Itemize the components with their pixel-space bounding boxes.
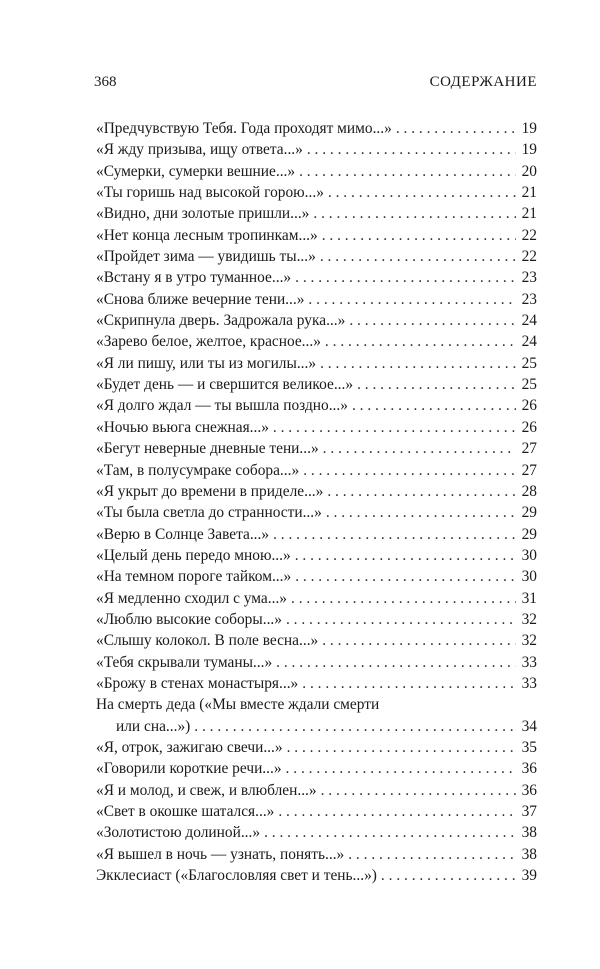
toc-entry — [96, 481, 537, 502]
toc-entry-title: «Предчувствую Тебя. Года проходят мимо...» — [96, 120, 392, 137]
toc-entry — [96, 801, 537, 822]
toc-entry — [96, 652, 537, 673]
dot-leader — [323, 438, 516, 459]
toc-entry-page: 22 — [521, 248, 537, 266]
running-title: СОДЕРЖАНИЕ — [429, 74, 537, 90]
dot-leader — [325, 331, 516, 352]
toc-entry-title: «Я, отрок, зажигаю свечи...» — [96, 738, 283, 756]
toc-entry-page: 27 — [521, 461, 537, 479]
toc-entry — [96, 524, 537, 545]
toc-entry — [96, 310, 537, 331]
toc-entry-title: «Люблю высокие соборы...» — [96, 610, 282, 628]
toc-entry — [96, 267, 537, 288]
toc-entry-page: 28 — [521, 482, 537, 500]
toc-entry-title: «Я и молод, и свеж, и влюблен...» — [96, 781, 317, 799]
toc-entry — [96, 780, 537, 801]
dot-leader — [320, 353, 516, 374]
dot-leader — [308, 289, 516, 310]
toc-entry — [96, 737, 537, 758]
toc-entry-page: 30 — [521, 568, 537, 586]
toc-entry-page: 29 — [521, 504, 537, 522]
toc-entry-title: «Говорили короткие речи...» — [96, 760, 282, 778]
toc-entry-title: «Ночью вьюга снежная...» — [96, 418, 269, 436]
toc-entry — [96, 203, 537, 224]
toc-entry-title: «Видно, дни золотые пришли...» — [96, 205, 310, 223]
toc-entry — [96, 694, 537, 737]
dot-leader — [302, 673, 516, 694]
toc-entry-title: «Встану я в утро туманное...» — [96, 269, 292, 287]
toc-entry — [96, 545, 537, 566]
toc-entry-page: 22 — [521, 226, 537, 244]
toc-entry — [96, 502, 537, 523]
toc-entry-page: 23 — [521, 269, 537, 287]
toc-entry-title: «Я жду призыва, ищу ответа...» — [96, 141, 303, 159]
toc-entry — [96, 353, 537, 374]
dot-leader — [328, 182, 516, 203]
toc-entry-title: «Целый день передо мною...» — [96, 546, 291, 564]
toc-entry-page: 33 — [521, 653, 537, 671]
toc-entry-page: 29 — [521, 525, 537, 543]
toc-entry — [96, 844, 537, 865]
dot-leader — [295, 545, 516, 566]
toc-entry — [96, 118, 537, 139]
toc-entry-title: «Снова ближе вечерние тени...» — [96, 290, 305, 308]
toc-entry-title: «Сумерки, сумерки вешние...» — [96, 162, 296, 180]
dot-leader — [295, 267, 516, 288]
toc-entry-title: «Брожу в стенах монастыря...» — [96, 674, 299, 692]
dot-leader — [327, 481, 516, 502]
dot-leader — [276, 652, 516, 673]
dot-leader — [322, 225, 516, 246]
toc-entry — [96, 289, 537, 310]
toc-entry — [96, 225, 537, 246]
dot-leader — [295, 566, 516, 587]
toc-entry-title: «Слышу колокол. В поле весна...» — [96, 632, 319, 650]
table-of-contents — [96, 118, 537, 886]
toc-entry-page: 38 — [521, 845, 537, 863]
dot-leader — [264, 822, 516, 843]
toc-entry-title: «Зарево белое, желтое, красное...» — [96, 333, 321, 351]
toc-entry-page: 30 — [521, 546, 537, 564]
toc-entry-page: 27 — [521, 440, 537, 458]
dot-leader — [286, 758, 516, 779]
dot-leader — [303, 460, 516, 481]
toc-entry-page: 24 — [521, 333, 537, 351]
toc-entry-page: 32 — [521, 610, 537, 628]
toc-entry-page: 24 — [521, 312, 537, 330]
toc-entry-page: 25 — [521, 376, 537, 394]
toc-entry-page: 21 — [521, 184, 537, 202]
dot-leader — [320, 246, 516, 267]
toc-entry — [96, 374, 537, 395]
toc-entry — [96, 161, 537, 182]
dot-leader — [286, 609, 516, 630]
dot-leader — [322, 630, 516, 651]
dot-leader — [313, 203, 516, 224]
dot-leader — [307, 139, 516, 160]
toc-entry — [96, 417, 537, 438]
toc-entry-page: 19 — [521, 141, 537, 159]
dot-leader — [357, 374, 516, 395]
toc-entry — [96, 438, 537, 459]
dot-leader — [299, 161, 516, 182]
toc-entry-title: «Ты была светла до странности...» — [96, 504, 322, 522]
toc-entry-title: «Свет в окошке шатался...» — [96, 803, 275, 820]
toc-entry — [96, 588, 537, 609]
toc-entry — [96, 609, 537, 630]
toc-entry — [96, 822, 537, 843]
toc-entry-title: «Я долго ждал — ты вышла поздно...» — [96, 397, 348, 415]
dot-leader — [273, 417, 516, 438]
dot-leader — [278, 801, 516, 822]
toc-entry-page: 23 — [521, 290, 537, 308]
toc-entry-title: «Я медленно сходил с ума...» — [96, 589, 287, 607]
toc-entry-title: «Золотистою долиной...» — [96, 824, 261, 842]
toc-entry — [96, 395, 537, 416]
toc-entry-title: Экклесиаст («Благословляя свет и тень...») — [96, 867, 377, 885]
toc-entry-title: «Я ли пишу, или ты из могилы...» — [96, 354, 317, 372]
page-number: 368 — [94, 74, 117, 90]
toc-entry-title-continuation: или сна...») — [116, 717, 191, 735]
toc-entry-page: 39 — [521, 867, 537, 885]
dot-leader — [273, 524, 516, 545]
toc-entry-page: 26 — [521, 397, 537, 415]
toc-entry-page: 34 — [521, 717, 537, 735]
toc-entry-page: 21 — [521, 205, 537, 223]
toc-entry-title: «Бегут неверные дневные тени...» — [96, 440, 319, 458]
toc-entry-title: «Будет день — и свершится великое...» — [96, 376, 354, 394]
toc-entry-title: «На темном пороге тайком...» — [96, 568, 292, 586]
toc-entry-title: «Там, в полусумраке собора...» — [96, 461, 300, 479]
toc-entry — [96, 758, 537, 779]
dot-leader — [349, 310, 516, 331]
dot-leader — [352, 395, 516, 416]
toc-entry — [96, 566, 537, 587]
toc-entry-title: «Я вышел в ночь — узнать, понять...» — [96, 845, 345, 863]
toc-entry-title: «Тебя скрывали туманы...» — [96, 653, 273, 671]
toc-entry-page: 20 — [521, 162, 537, 180]
toc-entry — [96, 246, 537, 267]
toc-entry-page: 38 — [521, 824, 537, 842]
toc-entry-page: 32 — [521, 632, 537, 650]
dot-leader — [194, 716, 516, 737]
toc-entry — [96, 182, 537, 203]
toc-entry — [96, 331, 537, 352]
dot-leader — [396, 118, 516, 139]
dot-leader — [348, 844, 516, 865]
dot-leader — [287, 737, 516, 758]
toc-entry-page: 36 — [521, 781, 537, 799]
toc-entry-page: 26 — [521, 418, 537, 436]
toc-entry-title: «Ты горишь над высокой горою...» — [96, 184, 324, 202]
toc-entry — [96, 460, 537, 481]
toc-entry-page: 31 — [521, 589, 537, 607]
toc-entry — [96, 630, 537, 651]
toc-entry-page: 35 — [521, 738, 537, 756]
toc-entry — [96, 865, 537, 886]
toc-entry-title: На смерть деда («Мы вместе ждали смерти — [96, 696, 380, 714]
dot-leader — [381, 865, 516, 886]
page-header — [94, 74, 537, 94]
dot-leader — [321, 780, 516, 801]
toc-entry-title: «Нет конца лесным тропинкам...» — [96, 226, 318, 244]
toc-entry-title: «Верю в Солнце Завета...» — [96, 525, 270, 543]
toc-entry — [96, 139, 537, 160]
toc-entry-page: 37 — [521, 803, 537, 820]
toc-entry-page: 19 — [521, 120, 537, 137]
toc-entry-title: «Скрипнула дверь. Задрожала рука...» — [96, 312, 346, 330]
toc-entry-page: 25 — [521, 354, 537, 372]
dot-leader — [291, 588, 516, 609]
toc-entry-title: «Пройдет зима — увидишь ты...» — [96, 248, 316, 266]
dot-leader — [326, 502, 516, 523]
toc-entry-title: «Я укрыт до времени в приделе...» — [96, 482, 324, 500]
toc-entry-page: 36 — [521, 760, 537, 778]
toc-entry-page: 33 — [521, 674, 537, 692]
toc-entry — [96, 673, 537, 694]
